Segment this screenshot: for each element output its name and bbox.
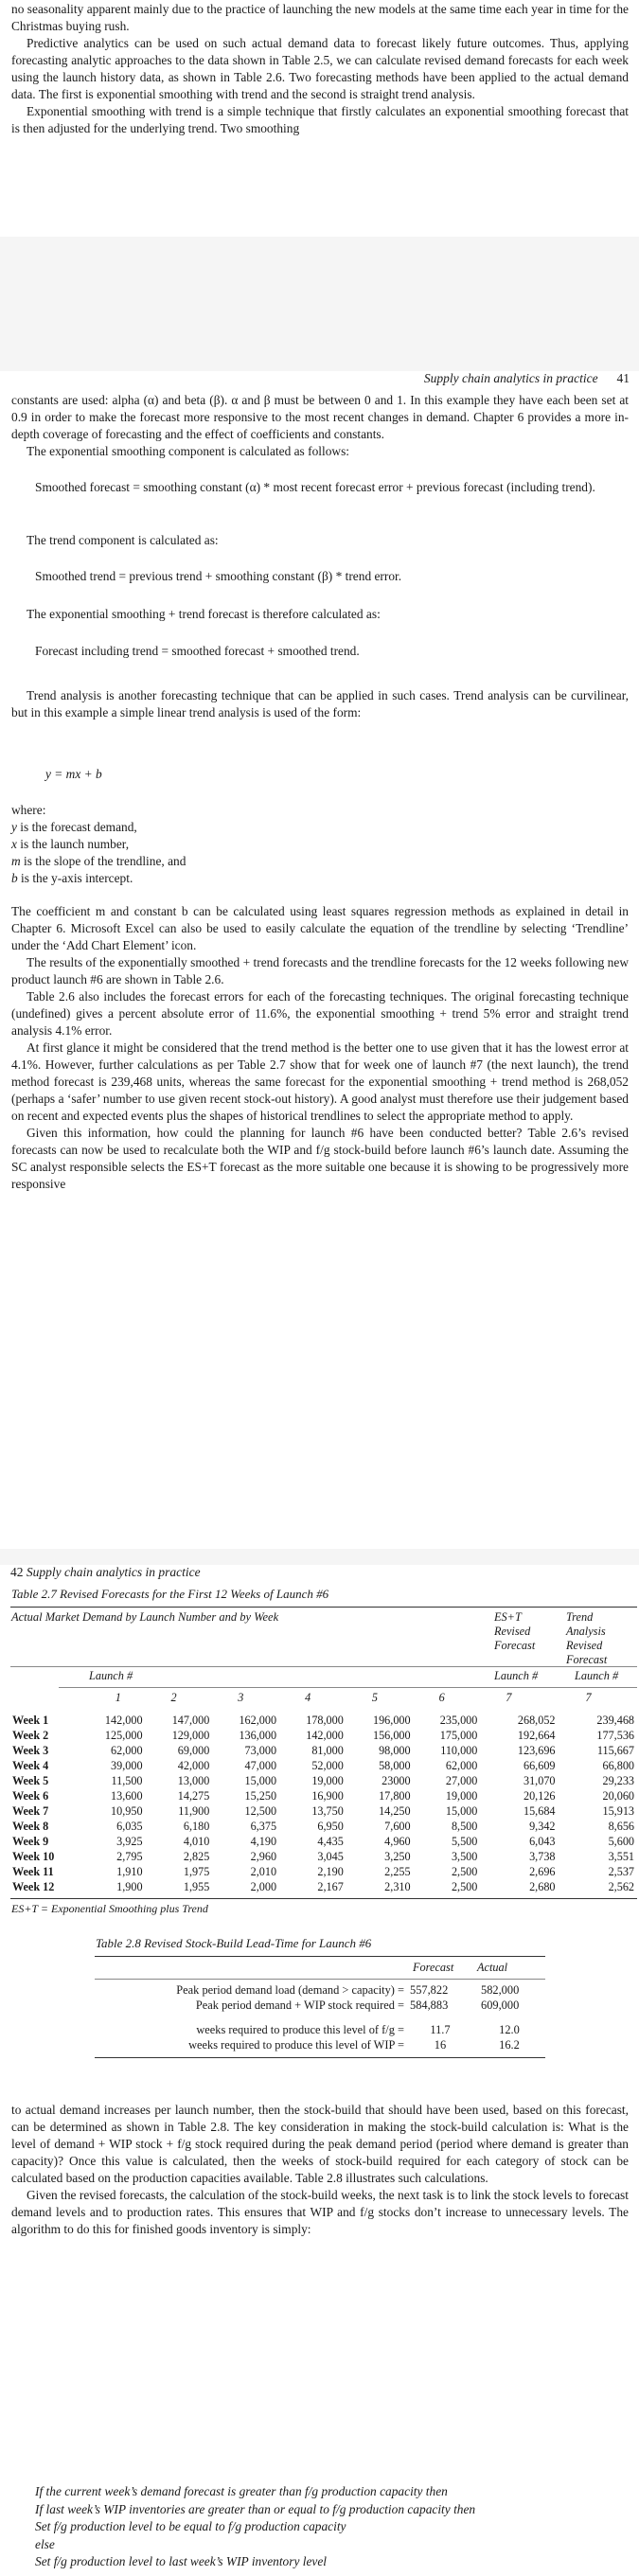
- table-27-cell: 2,010: [250, 1864, 277, 1878]
- table-27-cell: 3,551: [608, 1849, 634, 1863]
- table-27-row: [10, 1819, 636, 1834]
- table-27-cell: 16,900: [311, 1788, 344, 1803]
- table-27-week-label: Week 12: [12, 1879, 55, 1893]
- equation-linear: y = mx + b: [45, 767, 102, 781]
- equation-smoothed-trend: Smoothed trend = previous trend + smoothing constant (β) * trend error.: [35, 569, 402, 583]
- paragraph-actual-demand: to actual demand increases per launch number, then the stock-build that should have been used, based on this forecast, can be determined as shown in Table 2.8. The key consideration in making the stock-build calculation is: What is the level of demand + WIP stock + f/g stock required during the peak demand period (period where demand is greater than capacity)? Once this value is calculated, then the weeks of stock-build required for each category of stock can be calculated based on the production capacities available. Table 2.8 illustrates such calculations.: [11, 2103, 629, 2185]
- page-gap: [0, 1549, 639, 1565]
- table-27-cell: 3,738: [529, 1849, 556, 1863]
- table-27-header-est: ES+T Revised Forecast: [494, 1610, 536, 1652]
- algorithm-line: Set f/g production level to be equal to f/g production capacity: [35, 2519, 346, 2533]
- table-27-cell: 42,000: [177, 1758, 210, 1772]
- paragraph-predictive-analytics: Predictive analytics can be used on such actual demand data to forecast likely future outcomes. Thus, applying forecasting analytic approaches to the data shown in Table 2.5, we can calculate revised demand forecasts for each week using the launch history data, as shown in Table 2.6. Two forecasting methods have been applied to the actual demand data. The first is exponential smoothing with trend and the second is straight trend analysis.: [11, 36, 629, 101]
- table-27-header-main: Actual Market Demand by Launch Number and by Week: [11, 1610, 279, 1624]
- table-27-cell: 178,000: [306, 1713, 344, 1727]
- table-27-cell: 66,800: [602, 1758, 634, 1772]
- table-27-cell: 115,667: [596, 1743, 634, 1757]
- page-42: [0, 1565, 639, 2576]
- paragraph-errors: Table 2.6 also includes the forecast errors for each of the forecasting techniques. The original forecasting technique (undefined) gives a percent absolute error of 11.6%, the exponential smoothing + trend 5% error and straight trend analysis 4.1% error.: [11, 989, 629, 1038]
- table-27-footnote: ES+T = Exponential Smoothing plus Trend: [11, 1902, 208, 1915]
- table-27-row: [10, 1713, 636, 1728]
- paragraph-revised-forecasts: Given the revised forecasts, the calculation of the stock-build weeks, the next task is to link the stock levels to forecast demand levels and to production rates. This ensures that WIP and f/g stocks don’t increase to unnecessary levels. The algorithm to do this for finished goods inventory is simply:: [11, 2188, 629, 2236]
- table-28-header-rule: [95, 1979, 545, 1980]
- table-27-cell: 125,000: [104, 1728, 143, 1742]
- table-27-cell: 13,750: [311, 1803, 344, 1818]
- table-27-cell: 19,000: [311, 1773, 344, 1787]
- table-27-row: [10, 1743, 636, 1758]
- table-27-row: [10, 1879, 636, 1894]
- table-27-cell: 17,800: [379, 1788, 411, 1803]
- table-27-cell: 2,500: [451, 1864, 478, 1878]
- table-27-cell: 73,000: [244, 1743, 277, 1757]
- table-27-launch-label-trend: Launch #: [575, 1669, 619, 1682]
- table-27-cell: 196,000: [372, 1713, 411, 1727]
- table-28-bottom-rule: [95, 2057, 545, 2058]
- table-27-cell: 11,900: [178, 1803, 210, 1818]
- table-27-cell: 239,468: [596, 1713, 634, 1727]
- table-27-cell: 15,000: [445, 1803, 478, 1818]
- table-27-cell: 62,000: [111, 1743, 143, 1757]
- table-27-cell: 12,500: [244, 1803, 277, 1818]
- table-27-cell: 1,910: [116, 1864, 143, 1878]
- table-27-cell: 192,664: [517, 1728, 556, 1742]
- table-27-cell: 6,950: [317, 1819, 344, 1833]
- table-27-cell: 52,000: [311, 1758, 344, 1772]
- table-27: [10, 1690, 636, 1894]
- table-27-cell: 1,975: [183, 1864, 210, 1878]
- table-27-cell: 2,500: [451, 1879, 478, 1893]
- table-27-cell: 3,045: [317, 1849, 344, 1863]
- table-27-cell: 3,925: [116, 1834, 143, 1848]
- table-27-week-label: Week 7: [12, 1803, 49, 1818]
- table-27-cell: 66,609: [523, 1758, 556, 1772]
- paragraph-trend-analysis: Trend analysis is another forecasting technique that can be applied in such cases. Trend analysis can be curvilinear, but in this example a simple linear trend analysis is used of the form:: [11, 688, 629, 720]
- table-27-cell: 8,500: [451, 1819, 478, 1833]
- paragraph-results: The results of the exponentially smoothed + trend forecasts and the trendline forecasts for the 12 weeks following new product launch #6 are shown in Table 2.6.: [11, 955, 629, 986]
- table-27-cell: 6,180: [183, 1819, 210, 1833]
- table-27-launch-rule: [59, 1687, 637, 1688]
- table-27-cell: 47,000: [244, 1758, 277, 1772]
- table-27-cell: 69,000: [177, 1743, 210, 1757]
- table-27-cell: 29,233: [602, 1773, 634, 1787]
- table-27-cell: 142,000: [104, 1713, 143, 1727]
- algorithm-line: else: [35, 2536, 55, 2551]
- paragraph-trend-intro: The trend component is calculated as:: [27, 533, 219, 547]
- paragraph-constants: constants are used: alpha (α) and beta (β). α and β must be between 0 and 1. In this example they have each been set at 0.9 in order to make the forecast more responsive to the most recent changes in demand. Chapter 6 provides a more in-depth coverage of forecasting and the effect of coefficients and constants.: [11, 393, 629, 441]
- table-27-cell: 4,010: [183, 1834, 210, 1848]
- paragraph-given: Given this information, how could the planning for launch #6 have been conducted better? Table 2.6’s revised forecasts can now be used to recalculate both the WIP and f/g stock-build before launch #6’s launch date. Assuming the SC analyst responsible selects the ES+T forecast as the more suitable one because it is showing to be progressively more responsive: [11, 1126, 629, 1191]
- table-27-cell: 15,913: [602, 1803, 634, 1818]
- table-27-cell: 156,000: [372, 1728, 411, 1742]
- table-27-week-label: Week 4: [12, 1758, 49, 1772]
- algorithm-line: Set f/g production level to last week’s WIP inventory level: [35, 2554, 328, 2568]
- table-27-caption: Table 2.7 Revised Forecasts for the First 12 Weeks of Launch #6: [11, 1587, 329, 1601]
- table-27-cell: 1,900: [116, 1879, 143, 1893]
- table-27-week-label: Week 10: [12, 1849, 55, 1863]
- table-27-cell: 98,000: [379, 1743, 411, 1757]
- table-27-week-label: Week 9: [12, 1834, 49, 1848]
- page-fragment-top: [0, 0, 639, 237]
- table-27-cell: 142,000: [306, 1728, 344, 1742]
- table-27-row: [10, 1849, 636, 1864]
- paragraph-seasonality: no seasonality apparent mainly due to the practice of launching the new models at the same time each year in time for the Christmas buying rush.: [11, 2, 629, 33]
- where-item: b is the y-axis intercept.: [11, 871, 133, 885]
- table-28-row: weeks required to produce this level of WIP = 16 16.2: [188, 2037, 520, 2052]
- table-27-cell: 4,190: [250, 1834, 277, 1848]
- paragraph-expo-intro: The exponential smoothing component is calculated as follows:: [27, 444, 350, 458]
- where-item: m is the slope of the trendline, and: [11, 854, 186, 868]
- table-27-week-label: Week 5: [12, 1773, 49, 1787]
- table-28: [95, 1982, 545, 2052]
- table-27-cell: 13,600: [111, 1788, 143, 1803]
- equation-forecast-trend: Forecast including trend = smoothed forecast + smoothed trend.: [35, 644, 360, 658]
- table-27-cell: 15,684: [523, 1803, 556, 1818]
- table-27-launch-label: Launch #: [89, 1669, 133, 1682]
- table-27-cell: 39,000: [111, 1758, 143, 1772]
- table-27-cell: 2,537: [608, 1864, 634, 1878]
- table-27-cell: 4,960: [384, 1834, 411, 1848]
- table-27-cell: 11,500: [111, 1773, 143, 1787]
- table-27-row: [10, 1728, 636, 1743]
- table-27-cell: 81,000: [311, 1743, 344, 1757]
- table-27-body: [10, 1713, 636, 1894]
- equation-smoothed-forecast: Smoothed forecast = smoothing constant (α) * most recent forecast error + previous forecast (including trend).: [35, 480, 595, 494]
- table-27-cell: 162,000: [239, 1713, 277, 1727]
- page-41: [0, 371, 639, 1549]
- algorithm-line: If the current week’s demand forecast is greater than f/g production capacity then: [35, 2484, 448, 2498]
- table-27-cell: 268,052: [517, 1713, 556, 1727]
- table-27-cell: 5,500: [451, 1834, 478, 1848]
- table-27-row: [10, 1864, 636, 1879]
- table-27-cell: 3,500: [451, 1849, 478, 1863]
- where-item: x is the launch number,: [11, 837, 130, 851]
- table-27-cell: 2,310: [384, 1879, 411, 1893]
- table-28-col-actual: Actual: [477, 1961, 508, 1974]
- table-28-row: weeks required to produce this level of f/g = 11.7 12.0: [196, 2022, 520, 2036]
- table-27-week-label: Week 6: [12, 1788, 49, 1803]
- where-block: [11, 802, 186, 887]
- table-27-cell: 15,000: [244, 1773, 277, 1787]
- table-27-row: [10, 1773, 636, 1788]
- table-27-cell: 129,000: [171, 1728, 210, 1742]
- table-27-cell: 2,795: [116, 1849, 143, 1863]
- running-head-title: Supply chain analytics in practice: [26, 1565, 201, 1579]
- page-gap: [0, 237, 639, 371]
- algorithm-line: If last week’s WIP inventories are greater than or equal to f/g production capacity then: [35, 2501, 476, 2516]
- page-number: 41: [616, 371, 630, 385]
- table-27-cell: 1,955: [183, 1879, 210, 1893]
- table-27-cell: 19,000: [445, 1788, 478, 1803]
- table-28-row: Peak period demand load (demand > capacity) = 557,822 582,000: [176, 1982, 520, 1997]
- table-27-cell: 27,000: [445, 1773, 478, 1787]
- table-27-cell: 10,950: [111, 1803, 143, 1818]
- table-27-cell: 175,000: [439, 1728, 478, 1742]
- table-27-launch-number-row: 1 2 3 4 5 6 7 7: [115, 1690, 592, 1704]
- table-27-cell: 20,060: [602, 1788, 634, 1803]
- table-27-cell: 110,000: [440, 1743, 478, 1757]
- table-28-top-rule: [95, 1956, 545, 1957]
- table-27-row: [10, 1834, 636, 1849]
- page-number: 42: [10, 1565, 24, 1579]
- table-27-cell: 2,167: [317, 1879, 344, 1893]
- table-28-caption: Table 2.8 Revised Stock-Build Lead-Time for Launch #6: [96, 1936, 372, 1950]
- table-27-week-label: Week 2: [12, 1728, 49, 1742]
- table-27-week-label: Week 3: [12, 1743, 49, 1757]
- paragraph-coefficient: The coefficient m and constant b can be calculated using least squares regression methods as explained in detail in Chapter 6. Microsoft Excel can also be used to easily calculate the equation of the trendline by selecting ‘Trendline’ under the ‘Add Chart Element’ icon.: [11, 904, 629, 952]
- paragraph-exponential-smoothing: Exponential smoothing with trend is a simple technique that firstly calculates an exponential smoothing forecast that is then adjusted for the underlying trend. Two smoothing: [11, 104, 629, 135]
- table-27-cell: 2,255: [384, 1864, 411, 1878]
- where-item: y is the forecast demand,: [11, 820, 137, 834]
- table-27-cell: 6,035: [116, 1819, 143, 1833]
- where-label: where:: [11, 803, 46, 817]
- table-27-cell: 62,000: [445, 1758, 478, 1772]
- table-27-header-rule: [10, 1666, 637, 1667]
- running-head-title: Supply chain analytics in practice: [423, 371, 598, 385]
- table-27-cell: 15,250: [244, 1788, 277, 1803]
- table-27-cell: 20,126: [523, 1788, 556, 1803]
- table-27-cell: 2,000: [250, 1879, 277, 1893]
- table-27-cell: 5,600: [608, 1834, 634, 1848]
- table-27-cell: 7,600: [384, 1819, 411, 1833]
- table-27-cell: 2,562: [608, 1879, 634, 1893]
- table-27-cell: 8,656: [608, 1819, 634, 1833]
- table-27-week-label: Week 11: [12, 1864, 54, 1878]
- table-27-cell: 58,000: [379, 1758, 411, 1772]
- table-27-cell: 123,696: [517, 1743, 556, 1757]
- table-27-cell: 14,275: [177, 1788, 210, 1803]
- table-27-cell: 31,070: [523, 1773, 556, 1787]
- table-27-row: [10, 1758, 636, 1773]
- table-27-top-rule: [10, 1607, 637, 1608]
- table-28-col-forecast: Forecast: [413, 1961, 454, 1974]
- table-27-cell: 147,000: [171, 1713, 210, 1727]
- table-27-cell: 13,000: [177, 1773, 210, 1787]
- table-28-row: Peak period demand + WIP stock required = 584,883 609,000: [195, 1998, 520, 2012]
- table-27-cell: 2,190: [317, 1864, 344, 1878]
- table-27-cell: 2,960: [250, 1849, 277, 1863]
- table-27-cell: 2,696: [529, 1864, 556, 1878]
- table-27-week-label: Week 8: [12, 1819, 49, 1833]
- table-27-cell: 177,536: [596, 1728, 634, 1742]
- table-27-week-label: Week 1: [12, 1713, 49, 1727]
- table-27-cell: 136,000: [239, 1728, 277, 1742]
- table-27-cell: 3,250: [384, 1849, 411, 1863]
- table-27-cell: 9,342: [529, 1819, 556, 1833]
- running-head: [0, 1565, 201, 1580]
- table-27-cell: 14,250: [379, 1803, 411, 1818]
- table-27-cell: 6,043: [529, 1834, 556, 1848]
- table-27-cell: 235,000: [439, 1713, 478, 1727]
- table-27-cell: 23000: [382, 1773, 411, 1787]
- table-27-cell: 4,435: [317, 1834, 344, 1848]
- algorithm-block: [0, 2483, 475, 2571]
- table-27-cell: 6,375: [250, 1819, 277, 1833]
- table-27-launch-label-est: Launch #: [494, 1669, 539, 1682]
- table-27-cell: 2,825: [183, 1849, 210, 1863]
- table-27-row: [10, 1803, 636, 1819]
- paragraph-glance: At first glance it might be considered that the trend method is the better one to use given that it has the lowest error at 4.1%. However, further calculations as per Table 2.7 show that for week one of launch #7 (the next launch), the trend method forecast is 239,468 units, whereas the same forecast for the exponential smoothing + trend method is 268,052 (perhaps a ‘safer’ number to use given recent stock-out history). A good analyst must therefore use their judgement based on recent and expected events plus the shapes of historical trendlines to select the appropriate method to apply.: [11, 1040, 629, 1123]
- table-27-header-trend: Trend Analysis Revised Forecast: [566, 1610, 608, 1666]
- running-head: [424, 371, 639, 386]
- table-27-bottom-rule: [10, 1898, 637, 1899]
- paragraph-esplus-intro: The exponential smoothing + trend forecast is therefore calculated as:: [27, 607, 381, 621]
- table-27-row: [10, 1788, 636, 1803]
- table-27-cell: 2,680: [529, 1879, 556, 1893]
